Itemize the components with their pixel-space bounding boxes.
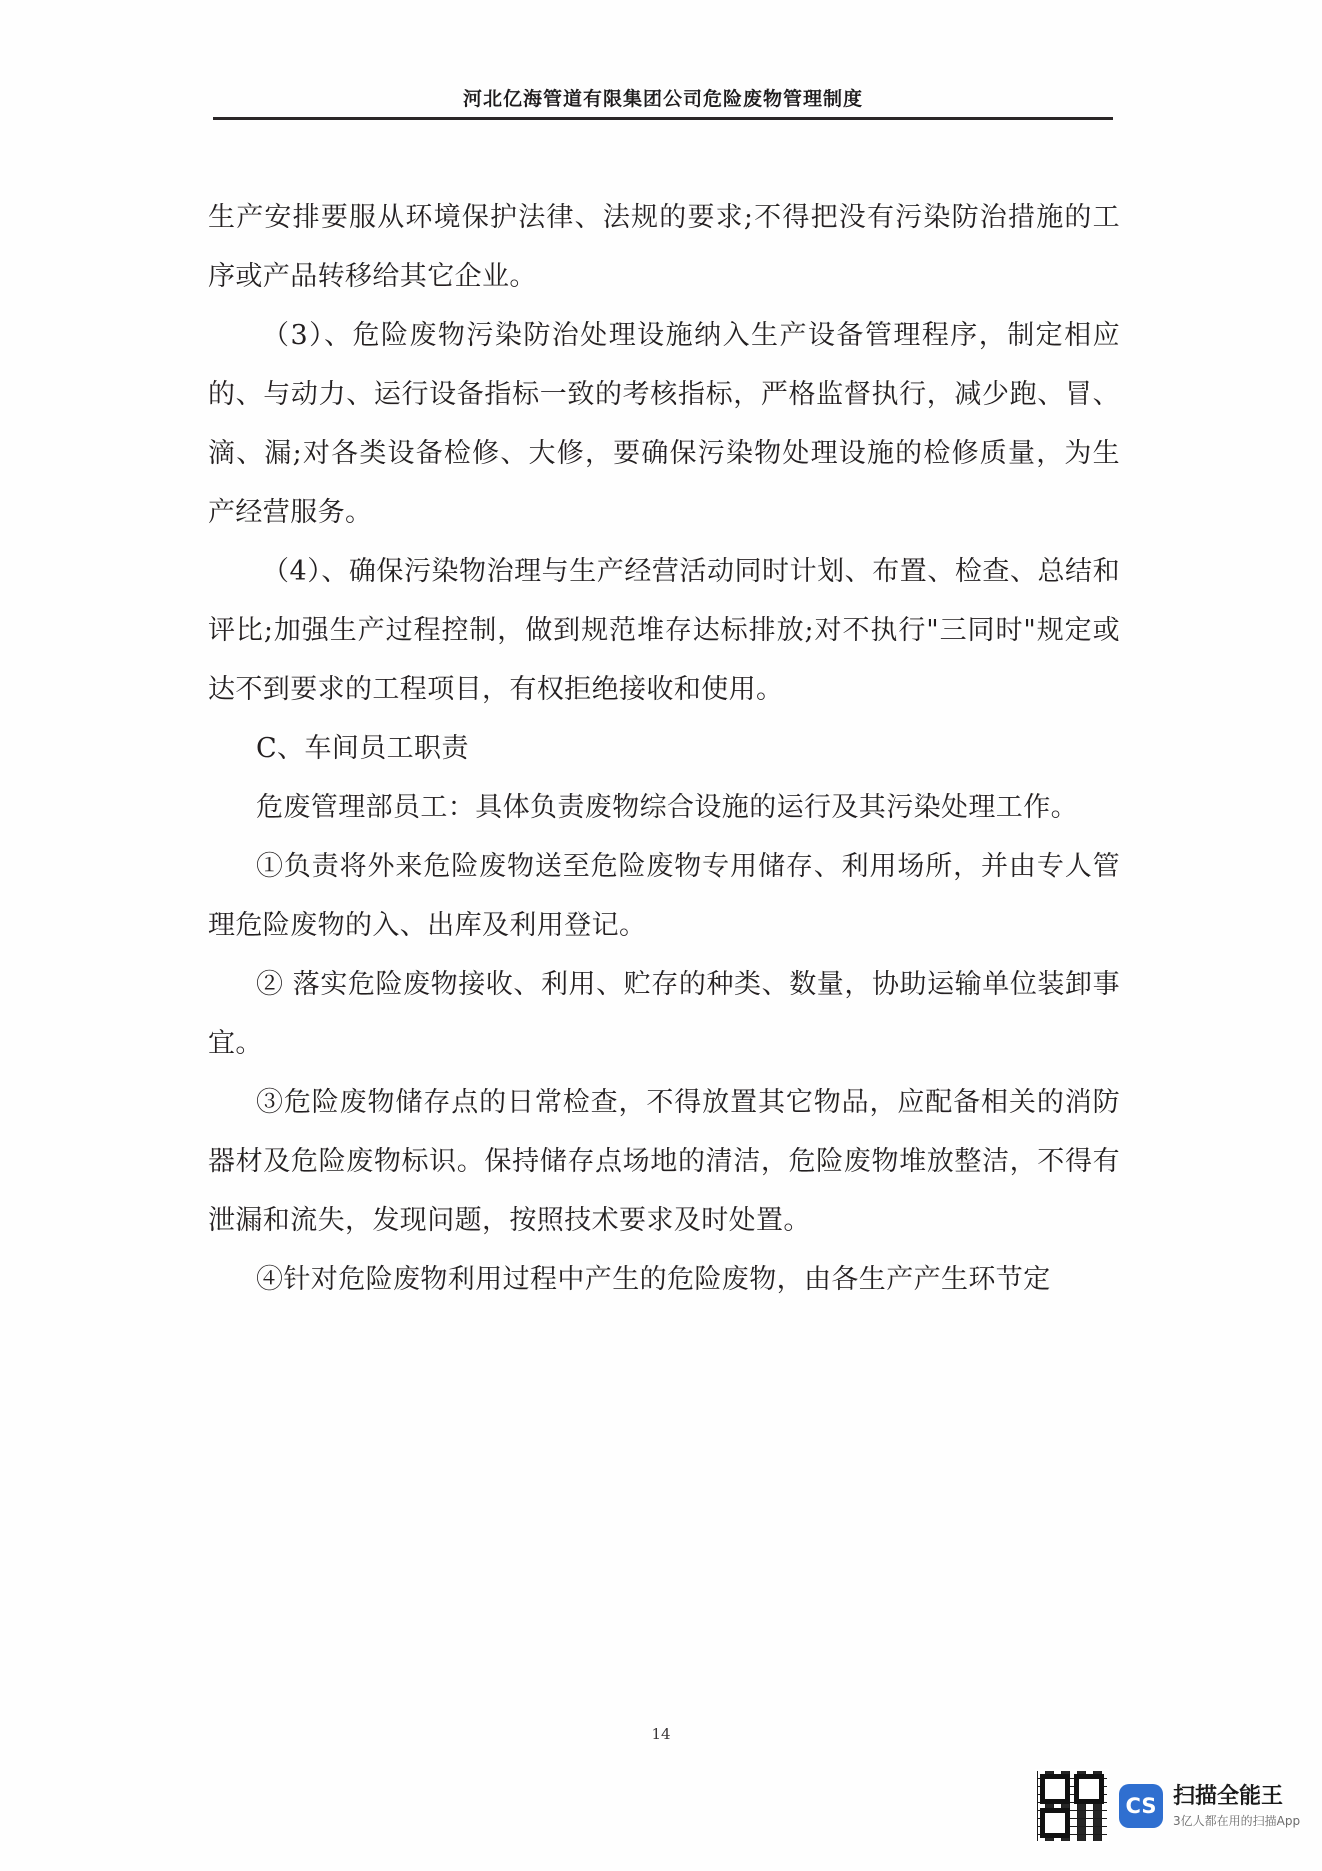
- camscanner-logo-icon: CS: [1119, 1784, 1163, 1828]
- document-title: 河北亿海管道有限集团公司危险废物管理制度: [462, 88, 863, 110]
- document-body: [208, 188, 1120, 1309]
- page-number: 14: [651, 1725, 671, 1743]
- qr-code-icon: [1035, 1769, 1109, 1843]
- page-header: [213, 84, 1113, 111]
- watermark-subtitle: 3亿人都在用的扫描App: [1173, 1813, 1301, 1828]
- paragraph: ④针对危险废物利用过程中产生的危险废物，由各生产产生环节定: [256, 1264, 1051, 1295]
- paragraph-heading: C、车间员工职责: [256, 733, 469, 764]
- paragraph: ② 落实危险废物接收、利用、贮存的种类、数量，协助运输单位装卸事宜。: [208, 969, 1120, 1059]
- paragraph: ③危险废物储存点的日常检查，不得放置其它物品，应配备相关的消防器材及危险废物标识。保持储存点场地的清洁，危险废物堆放整洁，不得有泄漏和流失，发现问题，按照技术要求及时处置。: [208, 1087, 1120, 1236]
- watermark-title: 扫描全能王: [1173, 1784, 1284, 1810]
- scanner-watermark: [1035, 1762, 1301, 1850]
- watermark-text: [1173, 1783, 1300, 1829]
- paragraph: 危废管理部员工：具体负责废物综合设施的运行及其污染处理工作。: [256, 792, 1078, 823]
- header-divider: [213, 117, 1113, 120]
- paragraph: ①负责将外来危险废物送至危险废物专用储存、利用场所，并由专人管理危险废物的入、出库及利用登记。: [208, 851, 1120, 941]
- paragraph: （3）、危险废物污染防治处理设施纳入生产设备管理程序，制定相应的、与动力、运行设备指标一致的考核指标，严格监督执行，减少跑、冒、滴、漏;对各类设备检修、大修，要确保污染物处理设施的检修质量，为生产经营服务。: [208, 320, 1120, 528]
- paragraph: 生产安排要服从环境保护法律、法规的要求;不得把没有污染防治措施的工序或产品转移给其它企业。: [208, 202, 1120, 292]
- paragraph: （4）、确保污染物治理与生产经营活动同时计划、布置、检查、总结和评比;加强生产过程控制，做到规范堆存达标排放;对不执行"三同时"规定或达不到要求的工程项目，有权拒绝接收和使用。: [208, 556, 1120, 705]
